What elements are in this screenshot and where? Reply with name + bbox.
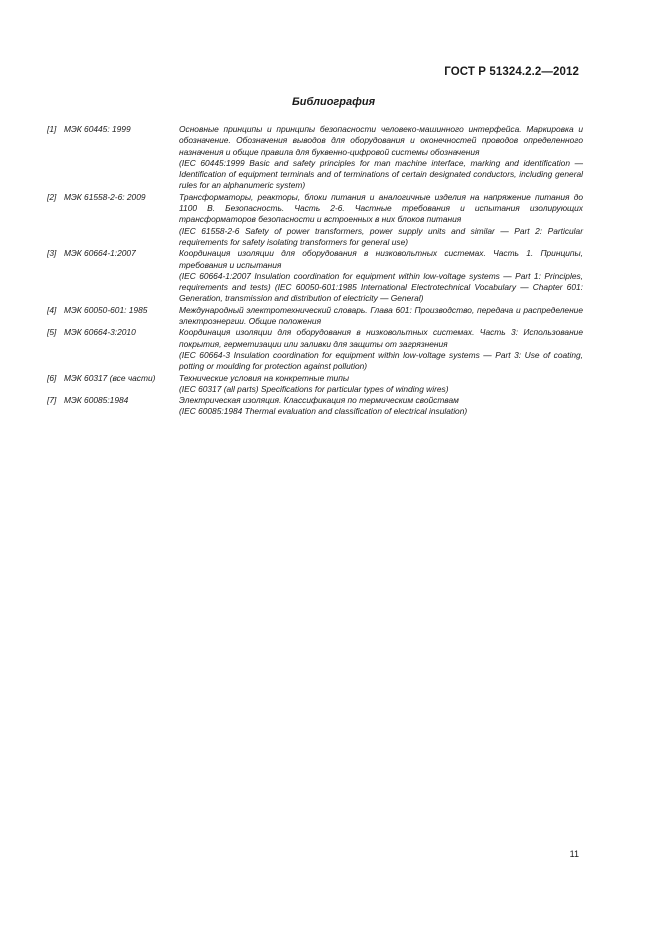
- entry-title-en: (IEC 60445:1999 Basic and safety principles for man machine interface, marking and identification — Identification of equipment terminals and of terminations of certain designated conductors, including general rules for an alphanumeric system): [179, 157, 583, 191]
- bibliography-entry: [47, 327, 583, 372]
- entry-reference: [47, 373, 179, 384]
- document-header: ГОСТ Р 51324.2.2—2012: [444, 66, 579, 78]
- bibliography-entry: [47, 124, 583, 192]
- entry-title-en: (IEC 61558-2-6 Safety of power transformers, power supply units and similar — Part 2: Particular requirements for safety isolating transformers for general use): [179, 225, 583, 247]
- entry-reference: [47, 327, 179, 338]
- entry-reference: [47, 395, 179, 406]
- entry-body: [179, 395, 583, 418]
- entry-title-ru: Технические условия на конкретные типы: [179, 372, 349, 383]
- bibliography-entry: [47, 305, 583, 328]
- bibliography-entry: [47, 373, 583, 396]
- page-title: Библиография: [291, 96, 376, 108]
- entry-body: [179, 192, 583, 248]
- entry-number: [6]: [47, 372, 57, 383]
- entry-title-ru: Трансформаторы, реакторы, блоки питания и аналогичные изделия на напряжение питания до 1100 В. Безопасность. Часть 2-6. Частные требования и испытания изолирующих трансформаторов безопасности и встроенных в них блоков питания: [179, 191, 583, 225]
- entry-title-ru: Электрическая изоляция. Классификация по термическим свойствам: [179, 395, 459, 406]
- entry-title-en: (IEC 60664-3 Insulation coordination for equipment within low-voltage systems — Part 3: Use of coating, potting or moulding for protection against pollution): [179, 349, 583, 372]
- entry-number: [1]: [47, 124, 57, 134]
- bibliography-list: [47, 124, 583, 418]
- entry-title-en: (IEC 60664-1:2007 Insulation coordination for equipment within low-voltage systems — Part 1: Principles, requirements and tests) (IEC 60050-601:1985 International Electrotechnical Vocabulary — Chapter 601: Generation, transmission and distribution of electricity — General): [179, 270, 583, 304]
- entry-body: [179, 124, 583, 192]
- entry-standard-code: МЭК 61558-2-6: 2009: [64, 191, 146, 202]
- entry-reference: [47, 305, 179, 316]
- entry-reference: [47, 192, 179, 203]
- entry-number: [5]: [47, 327, 57, 338]
- entry-standard-code: МЭК 60050-601: 1985: [64, 304, 148, 315]
- bibliography-entry: [47, 395, 583, 418]
- entry-body: [179, 327, 583, 372]
- entry-body: [179, 248, 583, 304]
- entry-title-ru: Международный электротехнический словарь. Глава 601: Производство, передача и распределение электроэнергии. Общие положения: [179, 304, 583, 327]
- bibliography-entry: [47, 248, 583, 304]
- entry-title-en: (IEC 60317 (all parts) Specifications for particular types of winding wires): [179, 383, 449, 394]
- entry-title-ru: Основные принципы и принципы безопасности человеко-машинного интерфейса. Маркировка и обозначение. Обозначения выводов для оборудования и оконечностей проводов определенного назначения и общие правила для буквенно-цифровой системы обозначения: [179, 124, 583, 157]
- entry-standard-code: МЭК 60664-3:2010: [64, 327, 136, 338]
- entry-number: [3]: [47, 248, 57, 259]
- entry-title-en: (IEC 60085:1984 Thermal evaluation and classification of electrical insulation): [179, 406, 468, 417]
- entry-number: [7]: [47, 395, 57, 406]
- entry-number: [2]: [47, 191, 57, 202]
- entry-title-ru: Координация изоляции для оборудования в низковольтных системах. Часть 1. Принципы, требования и испытания: [179, 248, 583, 270]
- entry-number: [4]: [47, 304, 57, 315]
- entry-reference: [47, 124, 179, 135]
- entry-reference: [47, 248, 179, 259]
- page-number: 11: [569, 849, 579, 859]
- bibliography-entry: [47, 192, 583, 248]
- entry-body: [179, 305, 583, 328]
- entry-standard-code: МЭК 60445: 1999: [64, 124, 131, 134]
- entry-standard-code: МЭК 60664-1:2007: [64, 248, 136, 259]
- entry-title-ru: Координация изоляции для оборудования в низковольтных системах. Часть 3: Использование покрытия, герметизации или заливки для защиты от загрязнения: [179, 327, 583, 349]
- entry-body: [179, 373, 583, 396]
- entry-standard-code: МЭК 60085:1984: [64, 395, 129, 406]
- entry-standard-code: МЭК 60317 (все части): [64, 372, 156, 383]
